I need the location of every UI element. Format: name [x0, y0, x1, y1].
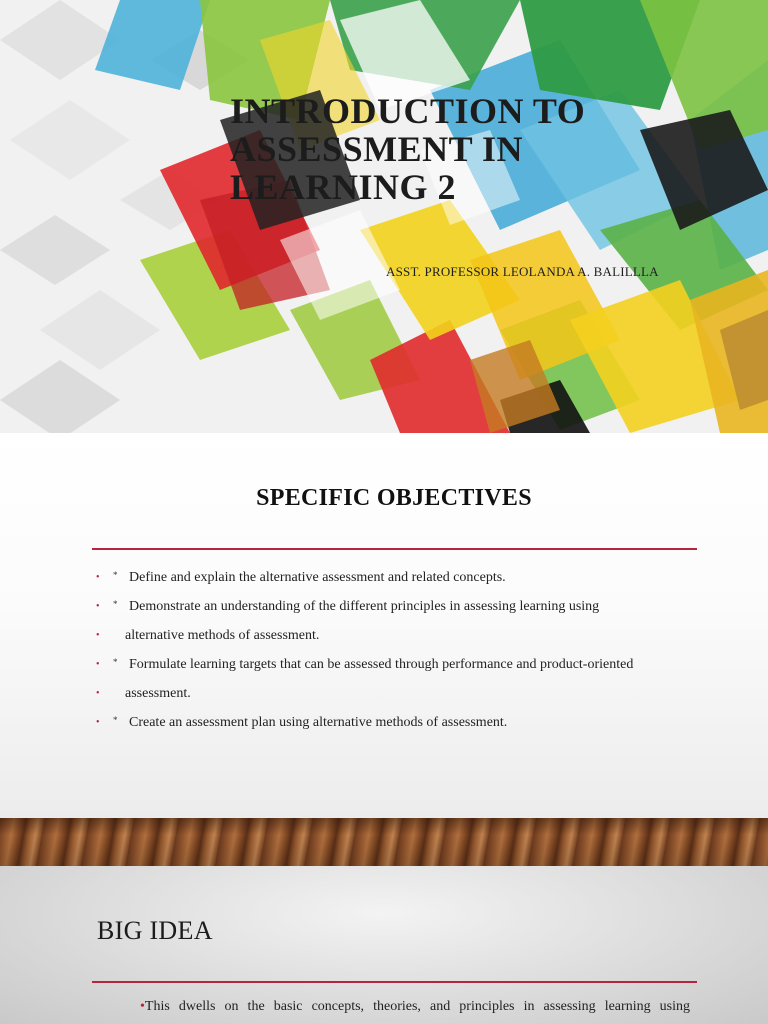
objective-text: Define and explain the alternative assessment and related concepts.	[129, 570, 506, 585]
title-slide	[0, 0, 768, 433]
list-item	[96, 679, 696, 708]
list-item	[96, 650, 696, 679]
asterisk-marker: *	[113, 599, 118, 609]
presentation-title	[230, 92, 650, 206]
big-idea-text	[140, 999, 690, 1015]
title-line: INTRODUCTION TO	[230, 91, 586, 131]
asterisk-marker: *	[113, 715, 118, 725]
bullet: •	[96, 572, 100, 583]
asterisk-marker: *	[113, 570, 118, 580]
bullet: •	[96, 688, 100, 699]
bullet: •	[96, 717, 100, 728]
big-idea-slide	[0, 866, 768, 1024]
list-item	[96, 708, 696, 737]
objective-text: assessment.	[125, 686, 191, 701]
title-line: ASSESSMENT IN	[230, 129, 523, 169]
heading-rule	[92, 548, 697, 550]
objective-text: Create an assessment plan using alternative methods of assessment.	[129, 715, 508, 730]
title-line: LEARNING 2	[230, 167, 457, 207]
list-item	[96, 592, 696, 621]
objective-text: Demonstrate an understanding of the different principles in assessing learning using	[129, 599, 600, 614]
geometric-background	[0, 0, 768, 433]
bullet: •	[96, 601, 100, 612]
wood-floor-strip	[0, 818, 768, 866]
heading-rule	[92, 981, 697, 983]
author-name: ASST. PROFESSOR LEOLANDA A. BALILLLA	[386, 264, 659, 279]
asterisk-marker: *	[113, 657, 118, 667]
list-item	[96, 563, 696, 592]
bullet: •	[96, 659, 100, 670]
bullet: •	[96, 630, 100, 641]
big-idea-sentence: This dwells on the basic concepts, theories, and principles in assessing learning using	[144, 999, 690, 1014]
objectives-list	[96, 563, 696, 737]
objective-text: alternative methods of assessment.	[125, 628, 320, 643]
bullet: •	[140, 999, 145, 1014]
objectives-heading: SPECIFIC OBJECTIVES	[256, 485, 532, 511]
objective-text: Formulate learning targets that can be assessed through performance and product-oriented	[129, 657, 634, 672]
objectives-slide	[0, 433, 768, 820]
big-idea-heading: BIG IDEA	[97, 916, 213, 945]
list-item	[96, 621, 696, 650]
